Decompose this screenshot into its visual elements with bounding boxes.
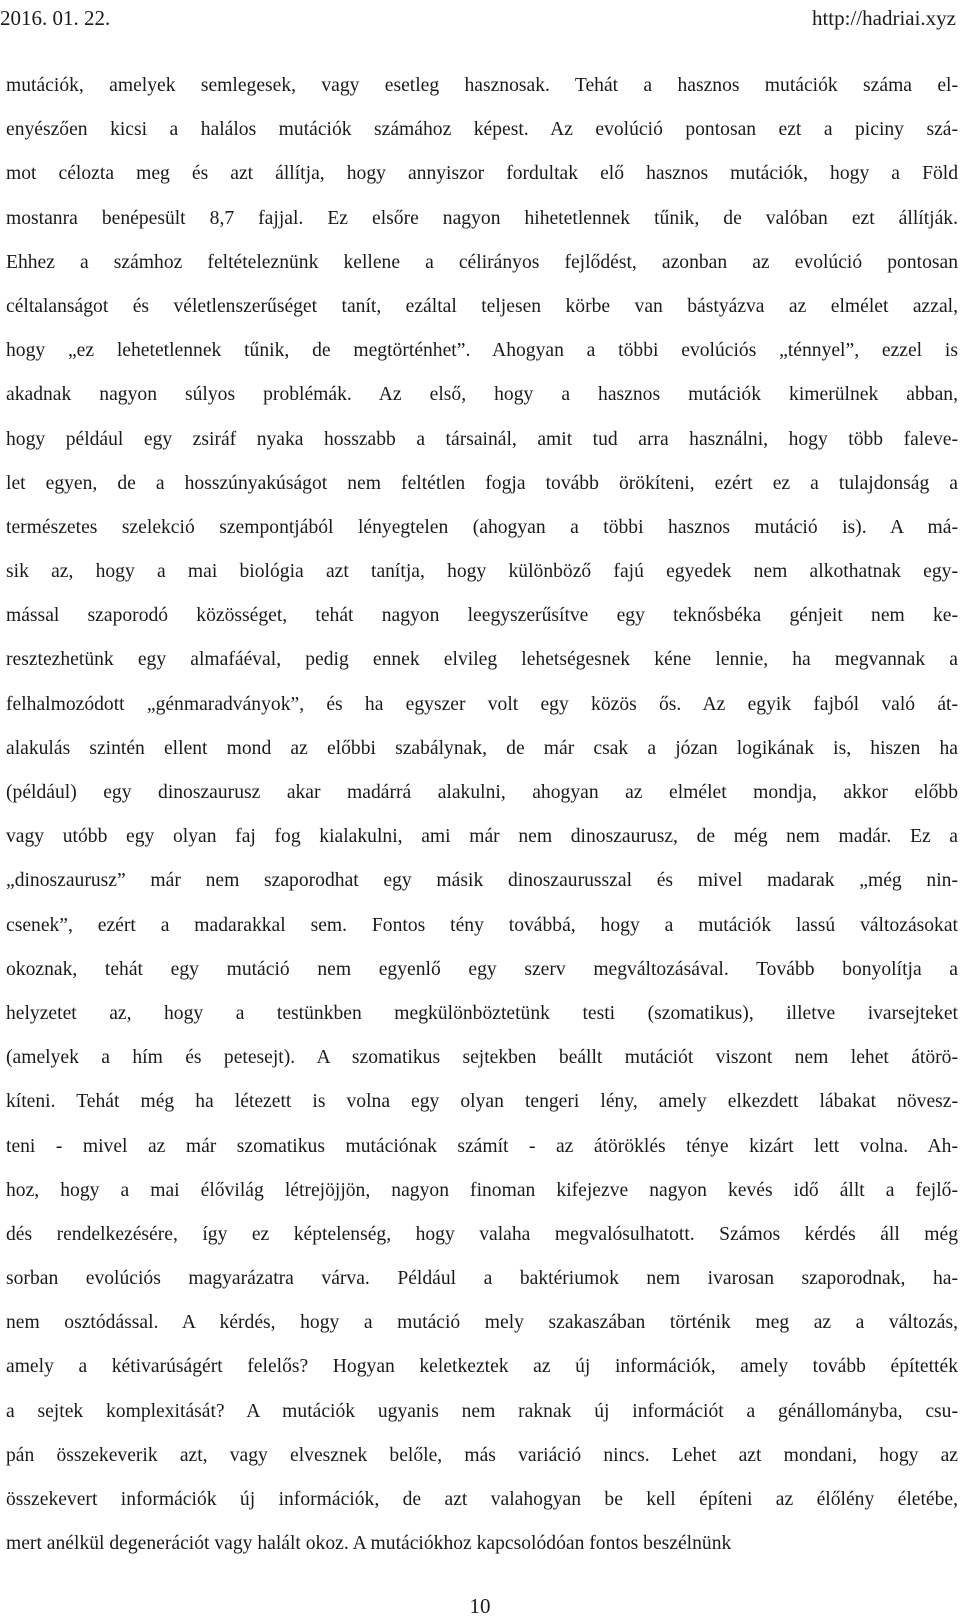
body-line: mással szaporodó közösséget, tehát nagyon leegyszerűsítve egy teknősbéka génjeit nem ke- xyxy=(6,605,958,627)
body-line: „dinoszaurusz” már nem szaporodhat egy másik dinoszaurusszal és mivel madarak „még nin- xyxy=(6,870,958,892)
body-line: hoz, hogy a mai élővilág létrejöjjön, nagyon finoman kifejezve nagyon kevés idő állt a fejlő- xyxy=(6,1179,958,1201)
body-line: vagy utóbb egy olyan faj fog kialakulni, ami már nem dinoszaurusz, de még nem madár. Ez a xyxy=(6,826,958,848)
body-line: sik az, hogy a mai biológia azt tanítja, hogy különböző fajú egyedek nem alkothatnak egy- xyxy=(6,561,958,583)
body-line: a sejtek komplexitását? A mutációk ugyanis nem raknak új információt a génállományba, csu- xyxy=(6,1400,958,1422)
body-line: (például) egy dinoszaurusz akar madárrá alakulni, ahogyan az elmélet mondja, akkor előbb xyxy=(6,782,958,803)
body-text xyxy=(6,64,958,1566)
body-line: helyzetet az, hogy a testünkben megkülönböztetünk testi (szomatikus), illetve ivarsejteket xyxy=(6,1002,958,1024)
body-line: mostanra benépesült 8,7 fajjal. Ez elsőre nagyon hihetetlennek tűnik, de valóban ezt állítják. xyxy=(6,207,958,229)
header-date: 2016. 01. 22. xyxy=(0,6,111,30)
body-line: pán összekeverik azt, vagy elvesznek belőle, más variáció nincs. Lehet azt mondani, hogy az xyxy=(6,1444,958,1466)
body-line: mert anélkül degenerációt vagy halált okoz. A mutációkhoz kapcsolódóan fontos beszélnünk xyxy=(6,1533,732,1555)
body-line: mot célozta meg és azt állítja, hogy annyiszor fordultak elő hasznos mutációk, hogy a Föld xyxy=(6,163,958,185)
body-line: resztezhetünk egy almafáéval, pedig ennek elvileg lehetségesnek kéne lennie, ha megvannak a xyxy=(6,649,958,671)
body-line: nem osztódással. A kérdés, hogy a mutáció mely szakaszában történik meg az a változás, xyxy=(6,1312,958,1334)
page-header xyxy=(0,4,960,32)
body-line: hogy például egy zsiráf nyaka hosszabb a társainál, amit tud arra használni, hogy több faleve- xyxy=(6,428,958,450)
body-line: kíteni. Tehát még ha létezett is volna egy olyan tengeri lény, amely elkezdett lábakat növesz- xyxy=(6,1091,958,1113)
body-line: let egyen, de a hosszúnyakúságot nem feltétlen fogja tovább örökíteni, ezért ez a tulajdonság a xyxy=(6,472,958,494)
body-line: összekevert információk új információk, de azt valahogyan be kell építeni az élőlény életébe, xyxy=(6,1489,958,1510)
body-line: okoznak, tehát egy mutáció nem egyenlő egy szerv megváltozásával. Tovább bonyolítja a xyxy=(6,958,958,980)
header-url[interactable]: http://hadriai.xyz xyxy=(811,6,956,30)
body-line: akadnak nagyon súlyos problémák. Az első, hogy a hasznos mutációk kimerülnek abban, xyxy=(6,384,958,406)
body-line: teni - mivel az már szomatikus mutációnak számít - az átöröklés ténye kizárt lett volna. Ah- xyxy=(6,1135,958,1157)
body-line: Ehhez a számhoz feltételeznünk kellene a célirányos fejlődést, azonban az evolúció pontosan xyxy=(6,251,958,273)
body-line: hogy „ez lehetetlennek tűnik, de megtörténhet”. Ahogyan a többi evolúciós „ténnyel”, ezzel is xyxy=(6,340,958,362)
body-line: dés rendelkezésére, így ez képtelenség, hogy valaha megvalósulhatott. Számos kérdés áll még xyxy=(6,1223,958,1245)
page-number: 10 xyxy=(469,1594,491,1618)
body-line: alakulás szintén ellent mond az előbbi szabálynak, de már csak a józan logikának is, hiszen ha xyxy=(6,737,958,759)
body-line: enyészően kicsi a halálos mutációk számához képest. Az evolúció pontosan ezt a piciny szá- xyxy=(6,119,958,141)
body-line: felhalmozódott „génmaradványok”, és ha egyszer volt egy közös ős. Az egyik fajból való át- xyxy=(6,693,958,715)
body-line: csenek”, ezért a madarakkal sem. Fontos tény továbbá, hogy a mutációk lassú változásokat xyxy=(6,914,958,936)
body-line: mutációk, amelyek semlegesek, vagy esetleg hasznosak. Tehát a hasznos mutációk száma el- xyxy=(6,75,958,96)
body-line: (amelyek a hím és petesejt). A szomatikus sejtekben beállt mutációt viszont nem lehet átörö- xyxy=(6,1047,958,1069)
body-line: céltalanságot és véletlenszerűséget tanít, ezáltal teljesen körbe van bástyázva az elmélet azzal, xyxy=(6,295,958,317)
body-line: természetes szelekció szempontjából lényegtelen (ahogyan a többi hasznos mutáció is). A má- xyxy=(6,516,958,538)
body-line: amely a kétivarúságért felelős? Hogyan keletkeztek az új információk, amely tovább építették xyxy=(6,1356,958,1378)
body-line: sorban evolúciós magyarázatra várva. Például a baktériumok nem ivarosan szaporodnak, ha- xyxy=(6,1268,958,1290)
